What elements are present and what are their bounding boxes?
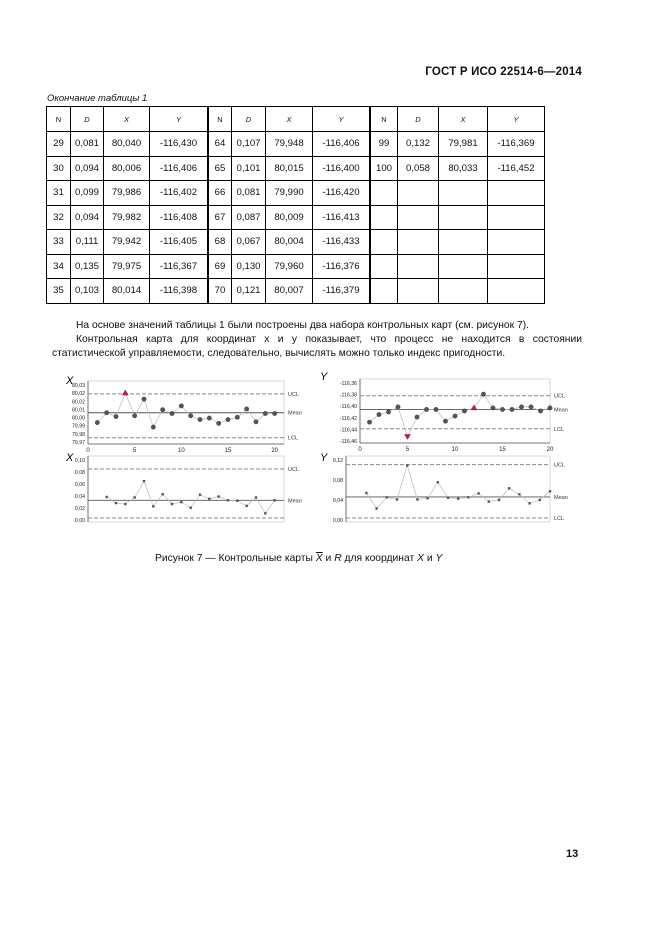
table-cell: 80,015: [266, 156, 313, 181]
data-point: [208, 498, 210, 500]
data-point: [236, 500, 238, 502]
table-cell: [398, 254, 439, 279]
ucl-line-label: UCL: [288, 391, 300, 398]
table-cell: 79,986: [104, 181, 150, 206]
data-point: [104, 411, 108, 415]
table-cell: [370, 279, 398, 304]
mean-line-label: Mean: [554, 494, 568, 501]
table-cell: [488, 254, 545, 279]
table-cell: -116,433: [313, 230, 371, 255]
y-tick-label: 79,99: [72, 423, 85, 430]
table-cell: 79,982: [104, 205, 150, 230]
caption-x: X: [417, 553, 424, 564]
table-cell: [398, 205, 439, 230]
data-point: [453, 414, 457, 418]
y-tick-label: 0,08: [74, 470, 85, 476]
y-tick-label: 80,02: [72, 399, 85, 406]
data-point: [161, 493, 163, 495]
col-header: X: [104, 107, 150, 132]
y-tick-label: 80,01: [72, 407, 85, 414]
data-point: [227, 499, 229, 501]
data-point: [199, 493, 201, 495]
table-row: [47, 230, 545, 255]
table-cell: [439, 279, 488, 304]
table-cell: [370, 205, 398, 230]
x-range-chart: [62, 452, 306, 526]
data-point: [498, 499, 500, 501]
table-cell: 99: [370, 132, 398, 157]
data-point: [396, 405, 400, 409]
table-cell: -116,420: [313, 181, 371, 206]
table-cell: -116,369: [488, 132, 545, 157]
table-cell: 0,058: [398, 156, 439, 181]
table-cell: [488, 279, 545, 304]
table-cell: 30: [47, 156, 71, 181]
table-cell: -116,398: [150, 279, 209, 304]
data-point: [415, 415, 419, 419]
x-tick-label: 0: [358, 447, 362, 453]
data-point: [518, 493, 520, 495]
table-row: [47, 132, 545, 157]
y-tick-label: 79,97: [72, 440, 85, 446]
data-point: [179, 404, 183, 408]
data-point: [198, 417, 202, 421]
y-axis-label: Y: [320, 452, 328, 464]
table-cell: 0,121: [232, 279, 266, 304]
table-cell: 31: [47, 181, 71, 206]
table-cell: -116,452: [488, 156, 545, 181]
caption-y: Y: [435, 553, 443, 564]
data-point: [386, 410, 390, 414]
table-cell: 0,081: [232, 181, 266, 206]
table-row: [47, 181, 545, 206]
data-point: [217, 495, 219, 497]
data-point: [133, 496, 135, 498]
table-cell: 68: [208, 230, 232, 255]
data-point: [170, 411, 174, 415]
table-cell: 0,081: [71, 132, 104, 157]
data-point: [105, 496, 107, 498]
data-point: [263, 411, 267, 415]
col-header: Y: [150, 107, 209, 132]
table-cell: 0,132: [398, 132, 439, 157]
y-tick-label: -116,44: [339, 427, 357, 434]
caption-suffix: для координат: [344, 553, 415, 564]
data-point: [375, 507, 377, 509]
data-point: [386, 496, 388, 498]
y-axis-label: X: [66, 375, 74, 387]
x-tick-label: 5: [132, 448, 137, 454]
table-cell: 79,960: [266, 254, 313, 279]
table-cell: 80,004: [266, 230, 313, 255]
table-cell: 0,135: [71, 254, 104, 279]
table-cell: 80,007: [266, 279, 313, 304]
data-point: [132, 414, 136, 418]
y-tick-label: 0,00: [74, 518, 85, 524]
table-cell: 100: [370, 156, 398, 181]
col-header: Y: [488, 107, 545, 132]
data-point: [500, 407, 504, 411]
table-cell: 80,009: [266, 205, 313, 230]
x-mean-chart: [62, 375, 306, 454]
table-cell: [488, 230, 545, 255]
table-row: [47, 279, 545, 304]
page-number: 13: [566, 848, 579, 860]
series-line: [370, 394, 551, 436]
y-axis-label: X: [66, 452, 74, 464]
table-cell: 80,033: [439, 156, 488, 181]
table-cell: 29: [47, 132, 71, 157]
data-point: [273, 499, 275, 501]
table-cell: 0,067: [232, 230, 266, 255]
data-point: [491, 406, 495, 410]
y-tick-label: 0,04: [74, 494, 85, 500]
x-tick-label: 20: [271, 448, 279, 454]
ucl-line-label: UCL: [288, 467, 300, 473]
data-point: [188, 414, 192, 418]
y-tick-label: 0,10: [74, 458, 85, 464]
data-point: [151, 425, 155, 429]
table-cell: [439, 254, 488, 279]
table-cell: -116,405: [150, 230, 209, 255]
data-point: [539, 499, 541, 501]
x-tick-label: 15: [499, 447, 506, 453]
data-point: [548, 406, 552, 410]
mean-line-label: Mean: [554, 407, 568, 414]
table-cell: 70: [208, 279, 232, 304]
data-point: [457, 497, 459, 499]
data-point: [377, 412, 381, 416]
data-point: [244, 407, 248, 411]
table-row: [47, 254, 545, 279]
data-point: [180, 501, 182, 503]
data-point: [272, 411, 276, 415]
plot-frame: [346, 456, 550, 522]
out-of-control-point: [122, 390, 128, 395]
table-cell: -116,367: [150, 254, 209, 279]
data-point: [488, 500, 490, 502]
data-point: [142, 397, 146, 401]
data-point: [528, 502, 530, 504]
standard-header: ГОСТ Р ИСО 22514-6—2014: [425, 66, 582, 78]
data-point: [255, 496, 257, 498]
data-point: [160, 408, 164, 412]
y-tick-label: 80,02: [72, 391, 85, 398]
data-point: [424, 407, 428, 411]
table-cell: 79,990: [266, 181, 313, 206]
lcl-line-label: LCL: [554, 516, 565, 522]
table-cell: [370, 181, 398, 206]
table-cell: 79,942: [104, 230, 150, 255]
x-tick-label: 0: [86, 448, 90, 454]
col-header: D: [71, 107, 104, 132]
y-tick-label: 79,98: [72, 431, 85, 438]
table-cell: 0,099: [71, 181, 104, 206]
table-cell: 34: [47, 254, 71, 279]
table-cell: -116,406: [313, 132, 371, 157]
table-cell: -116,406: [150, 156, 209, 181]
table-cell: [370, 254, 398, 279]
data-point: [216, 421, 220, 425]
table-row: [47, 205, 545, 230]
data-point: [443, 419, 447, 423]
table-cell: 0,107: [232, 132, 266, 157]
y-mean-chart: [316, 371, 580, 453]
col-header: N: [208, 107, 232, 132]
data-point: [95, 420, 99, 424]
data-point: [549, 490, 551, 492]
x-tick-label: 20: [546, 447, 554, 453]
data-point: [245, 505, 247, 507]
data-point: [254, 420, 258, 424]
y-tick-label: 0,08: [332, 478, 343, 484]
data-point: [529, 405, 533, 409]
data-point: [396, 498, 398, 500]
y-axis-label: Y: [320, 371, 328, 383]
data-point: [226, 417, 230, 421]
table-cell: [488, 181, 545, 206]
table-cell: -116,408: [150, 205, 209, 230]
figure-caption: [155, 553, 442, 564]
data-point: [367, 420, 371, 424]
y-tick-label: 0,06: [74, 482, 85, 488]
table-cell: 0,103: [71, 279, 104, 304]
plot-frame: [88, 456, 284, 522]
data-point: [467, 496, 469, 498]
table-cell: 0,111: [71, 230, 104, 255]
caption-xbar: $\overline{X}$: [315, 553, 323, 564]
out-of-control-point: [471, 405, 477, 410]
col-header: X: [439, 107, 488, 132]
data-point: [437, 481, 439, 483]
table-cell: [398, 230, 439, 255]
y-tick-label: -116,38: [339, 392, 357, 399]
table-cell: 0,094: [71, 205, 104, 230]
table-cell: -116,400: [313, 156, 371, 181]
x-tick-label: 10: [451, 447, 459, 453]
data-point: [115, 502, 117, 504]
y-tick-label: -116,46: [339, 439, 357, 445]
data-point: [143, 480, 145, 482]
data-point: [508, 487, 510, 489]
series-line: [366, 465, 550, 508]
data-point: [434, 407, 438, 411]
data-point: [477, 492, 479, 494]
table-cell: 80,014: [104, 279, 150, 304]
table-cell: 79,948: [266, 132, 313, 157]
table-cell: [488, 205, 545, 230]
caption-and: и: [426, 553, 433, 564]
caption-r: R: [334, 553, 342, 564]
data-point: [189, 507, 191, 509]
table-cell: -116,413: [313, 205, 371, 230]
y-tick-label: 80,03: [72, 383, 85, 389]
table-cell: [439, 230, 488, 255]
data-point: [235, 415, 239, 419]
table-cell: 80,040: [104, 132, 150, 157]
y-tick-label: 0,00: [332, 518, 343, 524]
x-tick-label: 5: [405, 447, 410, 453]
y-tick-label: 0,02: [74, 506, 85, 512]
x-tick-label: 10: [177, 448, 185, 454]
data-point: [538, 409, 542, 413]
table-cell: -116,376: [313, 254, 371, 279]
y-tick-label: -116,42: [339, 415, 357, 422]
table-cell: 64: [208, 132, 232, 157]
y-tick-label: -116,36: [339, 381, 357, 387]
data-point: [365, 492, 367, 494]
y-tick-label: 0,12: [332, 458, 343, 464]
table-cell: 0,101: [232, 156, 266, 181]
table-cell: 33: [47, 230, 71, 255]
data-point: [481, 392, 485, 396]
data-point: [416, 498, 418, 500]
table-cell: -116,402: [150, 181, 209, 206]
col-header: Y: [313, 107, 371, 132]
data-point: [152, 505, 154, 507]
data-point: [124, 503, 126, 505]
data-point: [519, 405, 523, 409]
data-point: [264, 512, 266, 514]
col-header: D: [398, 107, 439, 132]
mean-line-label: Mean: [288, 410, 302, 417]
data-point: [406, 464, 408, 466]
caption-mid: и: [325, 553, 332, 564]
data-point: [462, 409, 466, 413]
table-cell: 32: [47, 205, 71, 230]
col-header: X: [266, 107, 313, 132]
table-cell: -116,430: [150, 132, 209, 157]
table-caption: Окончание таблицы 1: [47, 93, 148, 104]
col-header: N: [47, 107, 71, 132]
table-cell: [439, 205, 488, 230]
table-cell: [398, 279, 439, 304]
y-tick-label: 0,04: [332, 498, 343, 504]
paragraph-1: На основе значений таблицы 1 были построены два набора контрольных карт (см. рисунок 7).: [76, 320, 530, 331]
out-of-control-point: [405, 434, 411, 439]
ucl-line-label: UCL: [554, 393, 566, 400]
table-cell: 0,094: [71, 156, 104, 181]
y-range-chart: [316, 452, 580, 526]
data-point: [207, 416, 211, 420]
table-cell: -116,379: [313, 279, 371, 304]
data-table: [46, 106, 545, 304]
x-tick-label: 15: [224, 448, 232, 454]
table-cell: 65: [208, 156, 232, 181]
table-cell: [370, 230, 398, 255]
table-cell: 69: [208, 254, 232, 279]
table-cell: 79,981: [439, 132, 488, 157]
data-point: [447, 497, 449, 499]
data-point: [426, 497, 428, 499]
table-cell: 80,006: [104, 156, 150, 181]
table-cell: 0,130: [232, 254, 266, 279]
paragraph-2: Контрольная карта для координат x и y показывает, что процесс не находится в состоянии статистической управляемости, следовательно, вычислять можно только индекс пригодности.: [52, 334, 582, 359]
table-cell: 0,087: [232, 205, 266, 230]
table-cell: 35: [47, 279, 71, 304]
table-cell: 79,975: [104, 254, 150, 279]
col-header: D: [232, 107, 266, 132]
table-cell: 67: [208, 205, 232, 230]
caption-prefix: Рисунок 7 — Контрольные карты: [155, 553, 313, 564]
table-header-row: [47, 107, 545, 132]
col-header: N: [370, 107, 398, 132]
y-tick-label: 80,00: [72, 415, 85, 422]
data-point: [171, 503, 173, 505]
table-row: [47, 156, 545, 181]
lcl-line-label: LCL: [554, 426, 565, 433]
table-cell: [439, 181, 488, 206]
data-point: [510, 407, 514, 411]
table-cell: 66: [208, 181, 232, 206]
data-point: [114, 414, 118, 418]
table-cell: [398, 181, 439, 206]
lcl-line-label: LCL: [288, 435, 299, 442]
y-tick-label: -116,40: [339, 404, 357, 411]
ucl-line-label: UCL: [554, 462, 566, 469]
mean-line-label: Mean: [288, 498, 302, 505]
